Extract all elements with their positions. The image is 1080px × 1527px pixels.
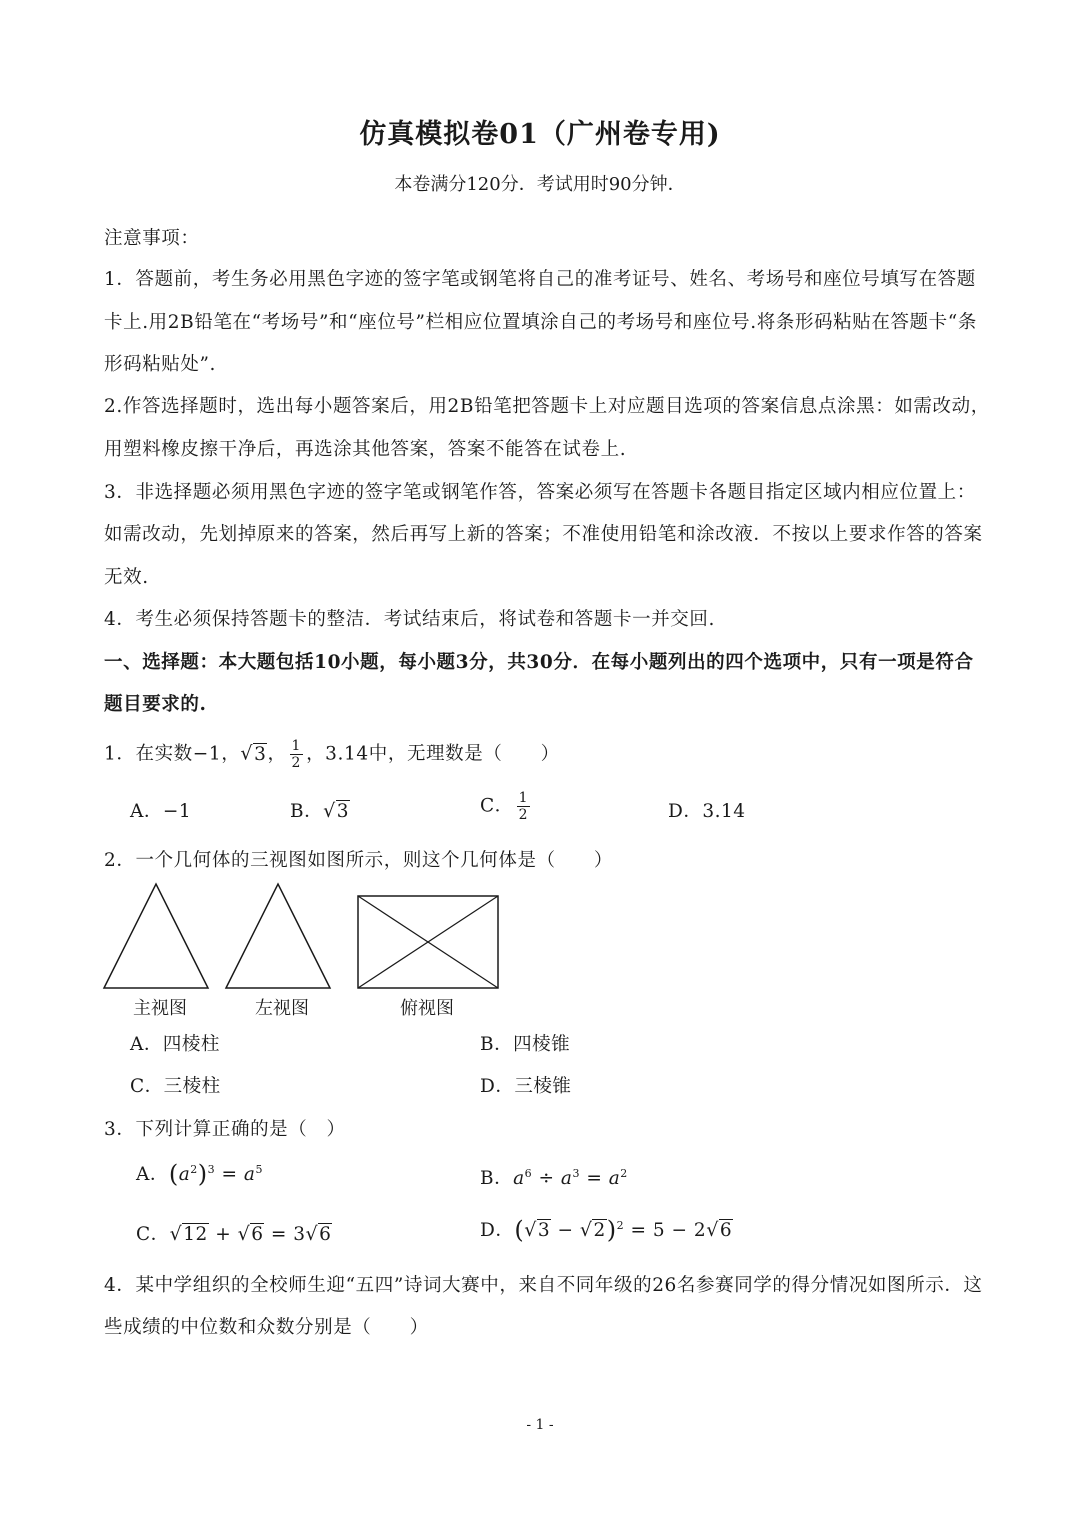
q3-b-var: a: [513, 1168, 525, 1189]
q1-option-c-den: 2: [518, 807, 529, 824]
q3-a-result-exp: 5: [255, 1162, 263, 1176]
notice-line: 如需改动，先划掉原来的答案，然后再写上新的答案；不准使用铅笔和涂改液．不按以上要求作答的答案: [104, 524, 983, 545]
notice-line: 卡上.用2B铅笔在“考场号”和“座位号”栏相应位置填涂自己的考场号和座位号.将条形码粘贴在答题卡“条: [104, 312, 977, 333]
q1-prefix: 1．在实数−1，: [104, 743, 241, 765]
notice-heading: 注意事项：: [104, 228, 200, 249]
q2-option-a[interactable]: A．四棱柱: [130, 1034, 220, 1055]
q3-b-var3: a: [608, 1168, 621, 1189]
q3-c-rad2: 6: [251, 1224, 264, 1245]
q3-option-d[interactable]: [480, 1216, 733, 1244]
q3-a-outer-exp: 3: [207, 1162, 216, 1176]
q1-fraction-den: 2: [291, 755, 302, 772]
sqrt-symbol: √: [524, 1219, 537, 1241]
paren-close: ): [606, 1216, 617, 1244]
three-view-figure: [100, 880, 510, 992]
question-1-stem: [104, 738, 560, 771]
q3-d-rad2: 2: [593, 1220, 606, 1241]
q3-d-label: D．: [480, 1220, 515, 1241]
notice-line: 1．答题前，考生务必用黑色字迹的签字笔或钢笔将自己的准考证号、姓名、考场号和座位号填写在答题: [104, 269, 976, 290]
q1-option-c[interactable]: [480, 790, 533, 823]
notice-line: 2.作答选择题时，选出每小题答案后，用2B铅笔把答题卡上对应题目选项的答案信息点涂黑：如需改动，: [104, 396, 990, 417]
paren-open: (: [514, 1216, 525, 1244]
q3-a-var-result: a: [243, 1164, 256, 1185]
q3-c-rad1: 12: [183, 1224, 208, 1245]
q3-b-div: ÷: [532, 1168, 561, 1189]
question-2-stem: 2．一个几何体的三视图如图所示，则这个几何体是（ ）: [104, 850, 613, 871]
q2-option-b[interactable]: B．四棱锥: [480, 1034, 571, 1055]
q1-option-c-num: 1: [518, 790, 529, 806]
q3-b-label: B．: [480, 1168, 514, 1189]
q3-d-rad1: 3: [537, 1220, 551, 1241]
sqrt-symbol: √: [305, 1223, 319, 1245]
q3-d-minus: −: [551, 1220, 580, 1241]
side-view-triangle: [226, 884, 330, 988]
q3-a-label: A．: [136, 1164, 169, 1185]
exam-subtitle: 本卷满分120分．考试用时90分钟．: [394, 174, 686, 195]
question-4-stem-cont: 些成绩的中位数和众数分别是（ ）: [104, 1317, 429, 1338]
q3-b-var2: a: [560, 1168, 573, 1189]
q1-separator: ，: [267, 743, 287, 765]
q1-option-c-label: C．: [480, 795, 514, 817]
q1-fraction-num: 1: [291, 738, 302, 754]
q3-option-b[interactable]: [480, 1164, 628, 1190]
section-heading-cont: 题目要求的.: [104, 694, 207, 715]
page-number: - 1 -: [526, 1417, 554, 1433]
q2-option-d[interactable]: D．三棱锥: [480, 1076, 572, 1097]
top-view-caption: 俯视图: [400, 998, 454, 1019]
question-4-stem: 4．某中学组织的全校师生迎“五四”诗词大赛中，来自不同年级的26名参赛同学的得分情况如图所示．这: [104, 1275, 983, 1296]
sqrt-symbol: √: [169, 1223, 183, 1245]
sqrt-symbol: √: [240, 742, 254, 765]
q1-option-c-fraction: [517, 790, 530, 823]
side-view-caption: 左视图: [255, 998, 309, 1019]
q1-sqrt-value: 3: [254, 743, 267, 765]
sqrt-symbol: √: [237, 1223, 251, 1245]
front-view-caption: 主视图: [133, 998, 187, 1019]
q1-option-b-label: B．: [290, 801, 324, 822]
q1-option-d[interactable]: D．3.14: [668, 801, 746, 822]
q3-b-exp2: 3: [572, 1166, 580, 1180]
sqrt-symbol: √: [706, 1219, 719, 1241]
q3-d-exp: 2: [616, 1218, 625, 1232]
q3-c-rad3: 6: [319, 1224, 332, 1245]
q3-c-eq: = 3: [264, 1224, 306, 1245]
q2-option-c[interactable]: C．三棱柱: [130, 1076, 221, 1097]
notice-line: 形码粘贴处”.: [104, 354, 217, 375]
q3-c-label: C．: [136, 1224, 170, 1245]
q3-option-c[interactable]: [136, 1220, 332, 1246]
q1-option-b-value: 3: [336, 801, 349, 822]
q1-option-a[interactable]: A．−1: [130, 801, 192, 822]
q3-b-eq: =: [579, 1168, 609, 1189]
q3-a-equals: =: [215, 1164, 244, 1185]
notice-line: 无效.: [104, 567, 149, 588]
q3-a-inner-exp: 2: [190, 1162, 198, 1176]
paren-close: ): [197, 1160, 208, 1188]
notice-line: 用塑料橡皮擦干净后，再选涂其他答案，答案不能答在试卷上.: [104, 439, 627, 460]
q3-d-eq: = 5 − 2: [624, 1220, 707, 1241]
sqrt-symbol: √: [323, 800, 336, 822]
front-view-triangle: [104, 884, 208, 988]
paren-open: (: [168, 1160, 179, 1188]
page-title: 仿真模拟卷01（广州卷专用): [359, 119, 721, 150]
q3-b-exp3: 2: [620, 1166, 628, 1180]
q3-d-rad3: 6: [719, 1220, 733, 1241]
q1-option-b[interactable]: [290, 797, 350, 823]
q1-suffix: ，3.14中，无理数是（ ）: [306, 743, 560, 765]
q3-b-exp1: 6: [524, 1166, 533, 1180]
question-3-stem: 3．下列计算正确的是（ ）: [104, 1119, 346, 1140]
sqrt-symbol: √: [579, 1219, 593, 1241]
q3-a-var: a: [178, 1164, 191, 1185]
q3-c-plus: +: [208, 1224, 238, 1245]
q3-option-a[interactable]: [136, 1160, 263, 1188]
q1-fraction: [290, 738, 304, 771]
section-heading: 一、选择题：本大题包括10小题，每小题3分，共30分．在每小题列出的四个选项中，只有一项是符合: [104, 652, 974, 673]
notice-line: 4．考生必须保持答题卡的整洁．考试结束后，将试卷和答题卡一并交回.: [104, 609, 715, 630]
notice-line: 3．非选择题必须用黑色字迹的签字笔或钢笔作答，答案必须写在答题卡各题目指定区域内相应位置上：: [104, 482, 976, 503]
